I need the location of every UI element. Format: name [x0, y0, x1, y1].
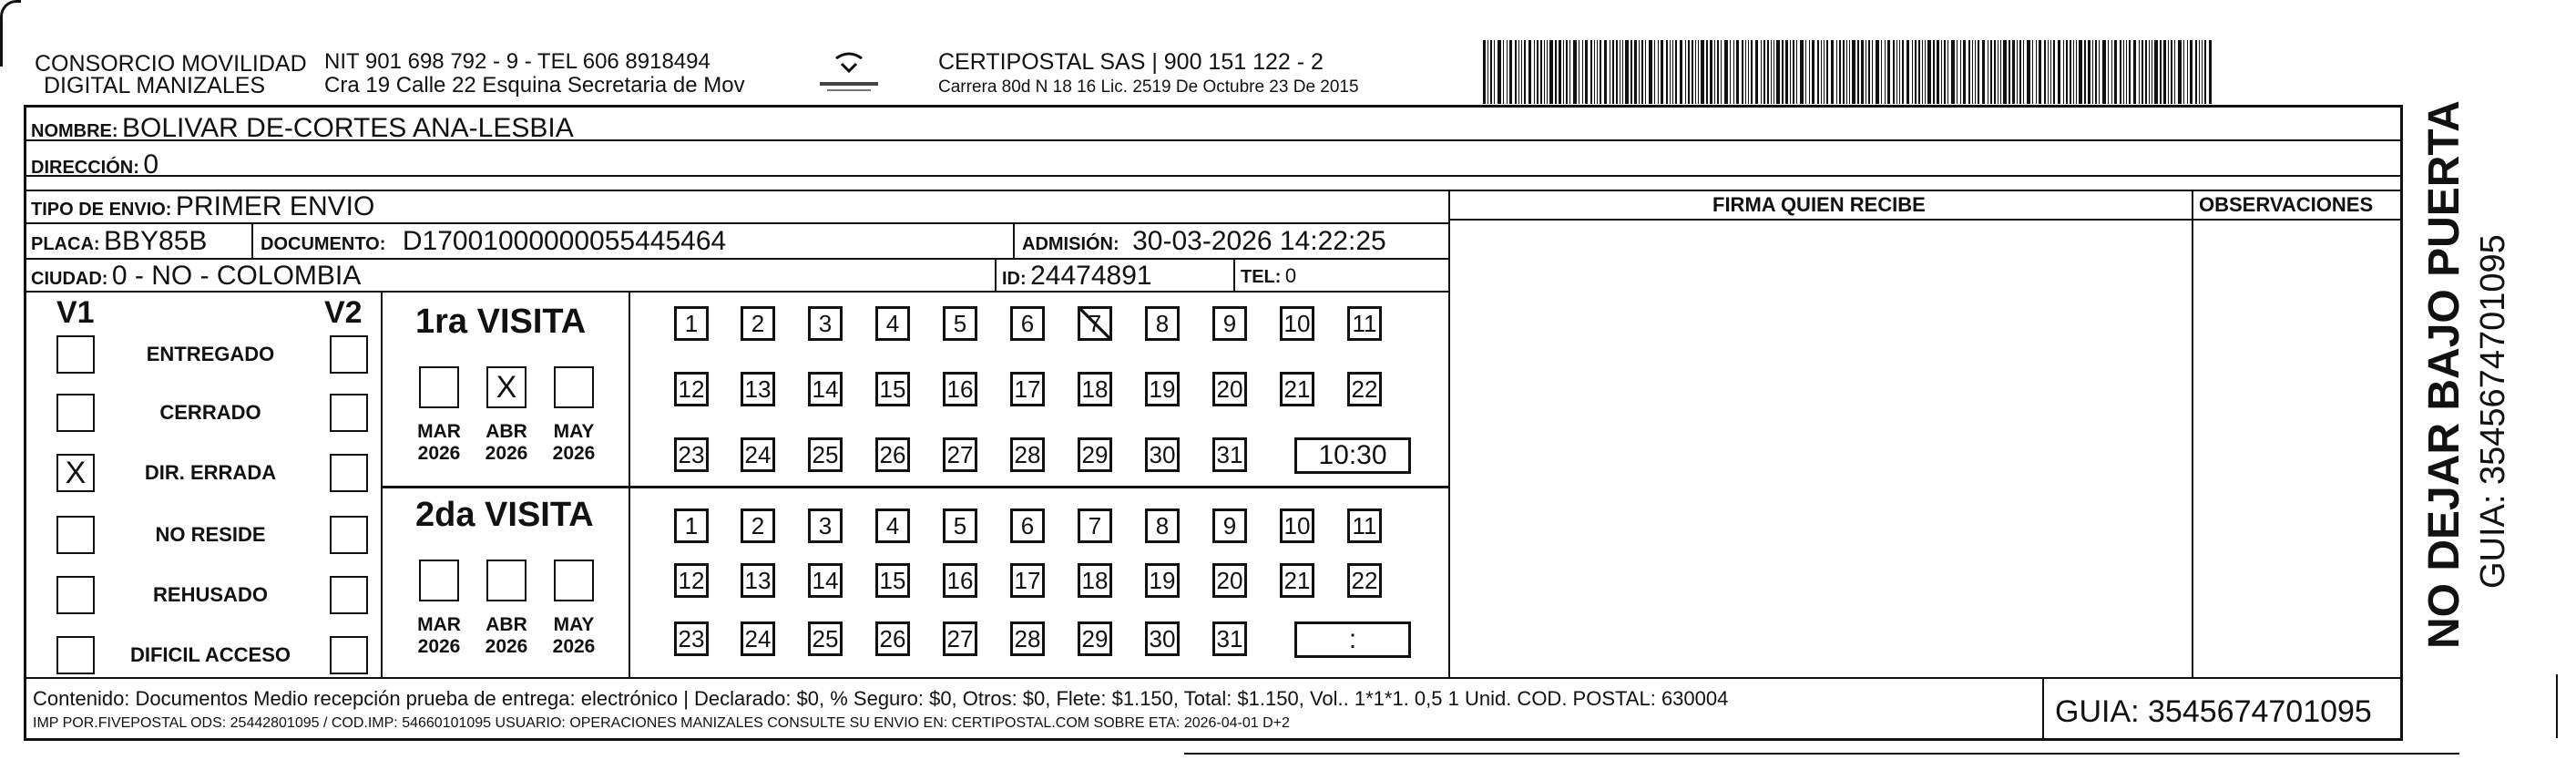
first-visit-day-box[interactable]: 9: [1212, 306, 1247, 341]
second-visit-year-label: 2026: [417, 636, 461, 657]
first-visit-day-box[interactable]: 29: [1078, 437, 1112, 472]
second-visit-day-box[interactable]: 20: [1212, 563, 1247, 598]
first-visit-day-box[interactable]: 8: [1145, 306, 1180, 341]
second-visit-month-box[interactable]: [554, 560, 594, 601]
second-visit-day-box[interactable]: 24: [741, 621, 775, 656]
observaciones-header: OBSERVACIONES: [2199, 193, 2374, 216]
first-visit-day-box[interactable]: 1: [674, 306, 709, 341]
tracking-barcode: [1483, 40, 2221, 104]
second-visit-day-box[interactable]: 28: [1010, 621, 1045, 656]
first-visit-day-box[interactable]: 23: [674, 437, 709, 472]
second-visit-day-box[interactable]: 5: [943, 508, 977, 543]
first-visit-year-label: 2026: [417, 443, 461, 464]
tipo-envio-value: PRIMER ENVIO: [175, 191, 375, 221]
first-visit-day-box[interactable]: 16: [943, 372, 977, 406]
first-visit-month-box[interactable]: [419, 366, 459, 408]
documento-label: DOCUMENTO:: [261, 234, 386, 254]
first-visit-day-box[interactable]: 18: [1078, 372, 1112, 406]
first-visit-day-box[interactable]: 7: [1078, 306, 1112, 341]
second-visit-year-label: 2026: [485, 636, 528, 657]
second-visit-month-box[interactable]: [486, 560, 526, 601]
first-visit-day-box[interactable]: 28: [1010, 437, 1045, 472]
row-divider: [24, 190, 2403, 191]
first-visit-month-label: MAY: [553, 421, 595, 442]
footer-content-line: Contenido: Documentos Medio recepción prueba de entrega: electrónico | Declarado: $0, % Seguro: $0, Otros: $0, Flete: $1.150, Total: $1.150, Vol.. 1*1*1. 0,5 1 Unid. COD. POSTAL: 630004: [33, 687, 1729, 710]
v1-header: V1: [56, 295, 95, 330]
second-visit-time-box[interactable]: :: [1294, 621, 1411, 658]
first-visit-day-box[interactable]: 22: [1347, 372, 1382, 406]
v2-checkbox[interactable]: [330, 516, 368, 554]
v1-checkbox[interactable]: [56, 335, 95, 374]
side-guia-text: GUIA: 3545674701095: [2474, 234, 2512, 589]
row-divider: [1448, 219, 2403, 221]
status-option-label: DIR. ERRADA: [144, 461, 277, 484]
v2-checkbox[interactable]: [330, 394, 368, 432]
second-visit-day-box[interactable]: 8: [1145, 508, 1180, 543]
nombre-value: BOLIVAR DE-CORTES ANA-LESBIA: [122, 113, 574, 143]
second-visit-day-box[interactable]: 11: [1347, 508, 1382, 543]
field-tipo-envio: [31, 193, 374, 221]
field-documento: [261, 228, 726, 255]
second-visit-day-box[interactable]: 4: [875, 508, 910, 543]
id-value: 24474891: [1030, 261, 1152, 291]
first-visit-day-box[interactable]: 13: [741, 372, 775, 406]
field-ciudad: [31, 262, 361, 290]
tel-label: TEL:: [1241, 267, 1282, 287]
second-visit-day-box[interactable]: 30: [1145, 621, 1180, 656]
observations-area[interactable]: [2195, 222, 2401, 675]
courier-logo: [813, 51, 885, 97]
second-visit-day-box[interactable]: 17: [1010, 563, 1045, 598]
second-visit-day-box[interactable]: 22: [1347, 563, 1382, 598]
second-visit-day-box[interactable]: 18: [1078, 563, 1112, 598]
col-divider: [1233, 258, 1235, 291]
v2-checkbox[interactable]: [330, 636, 368, 674]
v1-checkbox[interactable]: [56, 576, 95, 614]
placa-value: BBY85B: [104, 226, 208, 256]
second-visit-day-box[interactable]: 21: [1280, 563, 1314, 598]
footer-print-line: IMP POR.FIVEPOSTAL ODS: 25442801095 / COD.IMP: 54660101095 USUARIO: OPERACIONES MANIZALES CONSULTE SU ENVIO EN: CERTIPOSTAL.COM SOBRE ETA: 2026-04-01 D+2: [33, 715, 1290, 731]
second-visit-day-box[interactable]: 29: [1078, 621, 1112, 656]
status-option-label: CERRADO: [159, 401, 261, 424]
company-nit: NIT 901 698 792 - 9 - TEL 606 8918494: [324, 49, 710, 74]
ciudad-label: CIUDAD:: [31, 269, 108, 289]
courier-logo-icon: [813, 51, 885, 97]
row-divider: [24, 175, 2403, 177]
first-visit-month-box[interactable]: X: [486, 366, 526, 408]
first-visit-day-box[interactable]: 2: [741, 306, 775, 341]
first-visit-year-label: 2026: [485, 443, 528, 464]
col-divider: [2192, 190, 2193, 677]
first-visit-time-box[interactable]: 10:30: [1294, 437, 1411, 474]
col-divider: [2042, 677, 2044, 741]
field-tel: [1241, 266, 1296, 286]
footer-guia: GUIA: 3545674701095: [2055, 694, 2372, 729]
side-warning-text: NO DEJAR BAJO PUERTA: [2420, 100, 2469, 649]
edge-line: [2556, 674, 2558, 738]
second-visit-month-label: ABR: [486, 614, 527, 635]
first-visit-day-box[interactable]: 6: [1010, 306, 1045, 341]
second-visit-day-box[interactable]: 7: [1078, 508, 1112, 543]
first-visit-day-box[interactable]: 11: [1347, 306, 1382, 341]
ciudad-value: 0 - NO - COLOMBIA: [111, 261, 362, 291]
second-visit-title: 2da VISITA: [415, 496, 594, 534]
second-visit-day-box[interactable]: 12: [674, 563, 709, 598]
field-placa: [31, 228, 207, 255]
first-visit-month-label: ABR: [486, 421, 527, 442]
col-divider: [1448, 190, 1450, 677]
first-visit-day-box[interactable]: 12: [674, 372, 709, 406]
company-name-line1: CONSORCIO MOVILIDAD: [35, 51, 307, 77]
first-visit-day-box[interactable]: 4: [875, 306, 910, 341]
second-visit-day-box[interactable]: 19: [1145, 563, 1180, 598]
v2-checkbox[interactable]: [330, 576, 368, 614]
v2-checkbox[interactable]: [330, 454, 368, 492]
col-divider: [1013, 222, 1015, 258]
placa-label: PLACA:: [31, 234, 100, 254]
first-visit-day-box[interactable]: 5: [943, 306, 977, 341]
firma-header: FIRMA QUIEN RECIBE: [1712, 193, 1926, 216]
field-id: [1002, 262, 1152, 290]
second-visit-month-label: MAR: [417, 614, 461, 635]
v1-checkbox[interactable]: [56, 394, 95, 432]
second-visit-month-label: MAY: [553, 614, 595, 635]
courier-license: Carrera 80d N 18 16 Lic. 2519 De Octubre 23 De 2015: [938, 77, 1359, 97]
second-visit-year-label: 2026: [552, 636, 596, 657]
second-visit-day-box[interactable]: 3: [808, 508, 843, 543]
first-visit-day-box[interactable]: 31: [1212, 437, 1247, 472]
status-option-label: NO RESIDE: [155, 523, 266, 546]
second-visit-day-box[interactable]: 25: [808, 621, 843, 656]
second-visit-day-box[interactable]: 1: [674, 508, 709, 543]
nombre-label: NOMBRE:: [31, 121, 118, 141]
second-visit-day-box[interactable]: 2: [741, 508, 775, 543]
v1-checkbox[interactable]: X: [56, 454, 95, 492]
first-visit-day-box[interactable]: 17: [1010, 372, 1045, 406]
tel-value: 0: [1284, 264, 1297, 287]
first-visit-day-box[interactable]: 26: [875, 437, 910, 472]
second-visit-month-box[interactable]: [419, 560, 459, 601]
second-visit-day-box[interactable]: 15: [875, 563, 910, 598]
first-visit-title: 1ra VISITA: [415, 303, 587, 341]
first-visit-day-box[interactable]: 15: [875, 372, 910, 406]
field-admision: [1022, 228, 1386, 255]
v1-checkbox[interactable]: [56, 516, 95, 554]
first-visit-day-box[interactable]: 24: [741, 437, 775, 472]
direccion-value: 0: [143, 149, 159, 180]
tipo-envio-label: TIPO DE ENVIO:: [31, 200, 172, 220]
bottom-edge-line: [1184, 753, 2459, 755]
v2-checkbox[interactable]: [330, 335, 368, 374]
status-option-label: ENTREGADO: [146, 343, 275, 365]
first-visit-month-box[interactable]: [554, 366, 594, 408]
visit-divider: [381, 486, 1448, 488]
second-visit-day-box[interactable]: 16: [943, 563, 977, 598]
col-divider: [251, 222, 253, 258]
v1-checkbox[interactable]: [56, 636, 95, 674]
documento-value: D17001000000055445464: [402, 226, 727, 256]
first-visit-day-box[interactable]: 19: [1145, 372, 1180, 406]
second-visit-day-box[interactable]: 27: [943, 621, 977, 656]
row-divider: [24, 677, 2403, 679]
first-visit-day-box[interactable]: 3: [808, 306, 843, 341]
second-visit-day-box[interactable]: 6: [1010, 508, 1045, 543]
second-visit-day-box[interactable]: 14: [808, 563, 843, 598]
id-label: ID:: [1002, 269, 1027, 289]
field-nombre: [31, 115, 574, 142]
signature-area[interactable]: [1452, 222, 2190, 675]
col-divider: [381, 291, 383, 677]
first-visit-day-box[interactable]: 27: [943, 437, 977, 472]
company-address: Cra 19 Calle 22 Esquina Secretaria de Mov: [324, 73, 745, 98]
second-visit-day-box[interactable]: 31: [1212, 621, 1247, 656]
col-divider: [995, 258, 997, 291]
first-visit-day-box[interactable]: 10: [1280, 306, 1314, 341]
first-visit-month-label: MAR: [417, 421, 461, 442]
corner-mark: [0, 0, 21, 67]
admision-label: ADMISIÓN:: [1022, 234, 1119, 254]
second-visit-day-box[interactable]: 26: [875, 621, 910, 656]
field-direccion: [31, 151, 158, 179]
first-visit-day-box[interactable]: 30: [1145, 437, 1180, 472]
first-visit-year-label: 2026: [552, 443, 596, 464]
second-visit-day-box[interactable]: 23: [674, 621, 709, 656]
second-visit-day-box[interactable]: 10: [1280, 508, 1314, 543]
first-visit-day-box[interactable]: 14: [808, 372, 843, 406]
status-option-label: REHUSADO: [153, 583, 268, 606]
second-visit-day-box[interactable]: 9: [1212, 508, 1247, 543]
v2-header: V2: [324, 295, 363, 330]
row-divider: [24, 222, 1448, 224]
row-divider: [24, 291, 1448, 293]
second-visit-day-box[interactable]: 13: [741, 563, 775, 598]
first-visit-day-box[interactable]: 25: [808, 437, 843, 472]
col-divider: [629, 291, 630, 677]
first-visit-day-box[interactable]: 21: [1280, 372, 1314, 406]
status-option-label: DIFICIL ACCESO: [129, 643, 291, 666]
courier-name: CERTIPOSTAL SAS | 900 151 122 - 2: [938, 49, 1324, 75]
first-visit-day-box[interactable]: 20: [1212, 372, 1247, 406]
direccion-label: DIRECCIÓN:: [31, 158, 139, 178]
company-name-line2: DIGITAL MANIZALES: [44, 73, 266, 98]
admision-value: 30-03-2026 14:22:25: [1132, 226, 1386, 256]
